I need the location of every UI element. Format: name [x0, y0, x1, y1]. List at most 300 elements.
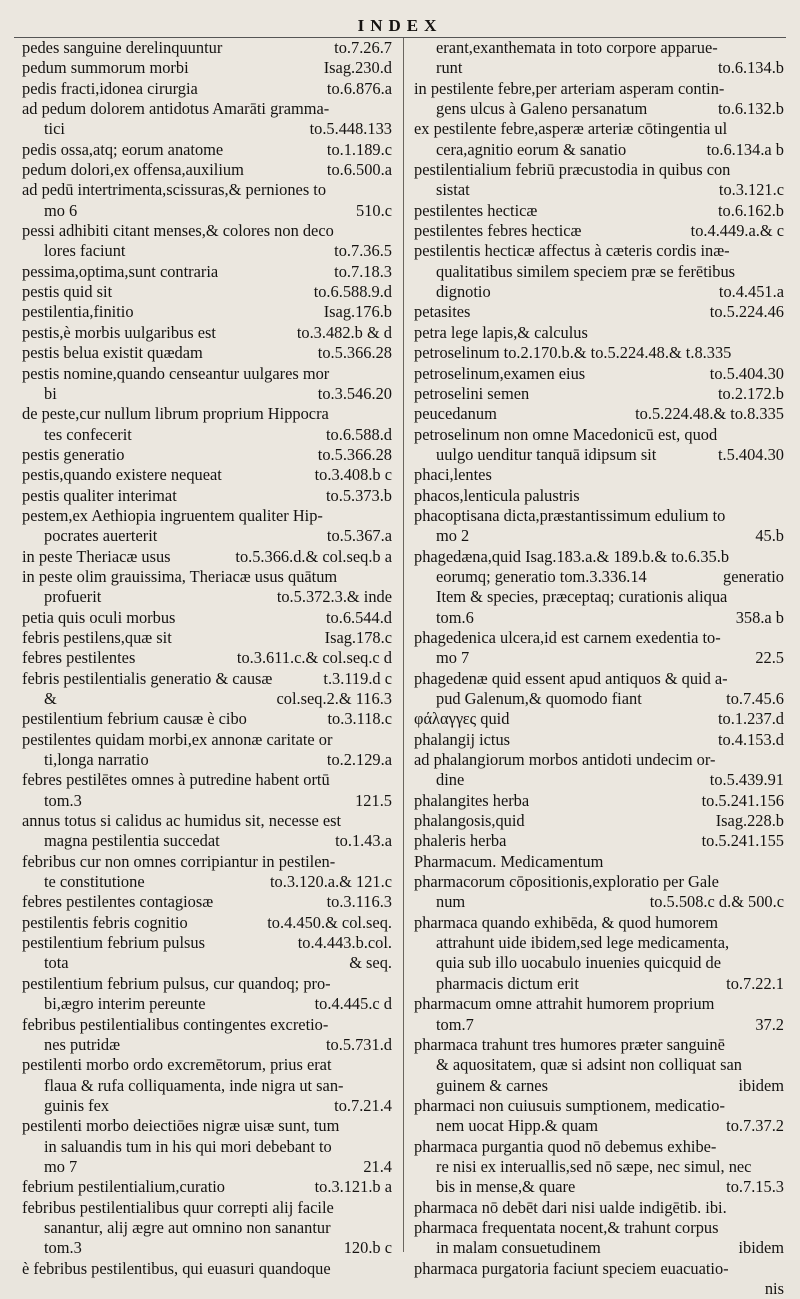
- entry-reference: to.6.588.d: [325, 424, 392, 444]
- entry-text: pharmaca purgatoria faciunt speciem euacuatio-: [414, 1258, 729, 1278]
- index-entry-line: [414, 689, 784, 709]
- entry-text: pestem,ex Aethiopia ingruentem qualiter Hip-: [22, 505, 323, 525]
- entry-reference: & seq.: [349, 953, 392, 973]
- entry-text: ad pedū intertrimenta,scissuras,& perniones to: [22, 180, 327, 200]
- entry-text: pestilentium febrium causæ è cibo: [22, 709, 247, 729]
- index-entry-line: [22, 953, 392, 973]
- index-entry-line: [414, 302, 784, 322]
- entry-text: mo 2: [436, 526, 470, 546]
- entry-reference: to.5.372.3.& inde: [276, 587, 392, 607]
- entry-text: febres pestilētes omnes à putredine habent ortū: [22, 770, 330, 790]
- index-entry-line: [22, 913, 392, 933]
- index-entry-line: [414, 221, 784, 241]
- entry-text: febres pestilentes: [22, 648, 136, 668]
- index-entry-line: [22, 547, 392, 567]
- entry-text: tom.7: [436, 1014, 474, 1034]
- entry-text: febribus pestilentialibus contingentes excretio-: [22, 1014, 329, 1034]
- entry-text: pestis nomine,quando censeantur uulgares mor: [22, 363, 330, 383]
- entry-reference: to.5.731.d: [325, 1034, 392, 1054]
- index-entry-line: [22, 1035, 392, 1055]
- entry-text: pharmacis dictum erit: [436, 973, 579, 993]
- entry-text: pestilentia,finitio: [22, 302, 134, 322]
- index-entry-line: [414, 1076, 784, 1096]
- entry-reference: to.3.121.b a: [314, 1177, 392, 1197]
- entry-text: pestilentialium febriū præcustodia in quibus con: [414, 160, 731, 180]
- index-entry-line: [414, 1116, 784, 1136]
- index-entry-line: [414, 1259, 784, 1279]
- entry-reference: to.3.611.c.& col.seq.c d: [236, 648, 392, 668]
- entry-text: ex pestilente febre,asperæ arteriæ cōtingentia ul: [414, 119, 728, 139]
- index-entry-line: [22, 526, 392, 546]
- index-entry-line: [22, 1157, 392, 1177]
- column-divider: [403, 38, 404, 1252]
- entry-text: qualitatibus similem speciem præ se ferētibus: [436, 261, 736, 281]
- entry-reference: to.3.118.c: [327, 709, 392, 729]
- entry-text: phagedenica ulcera,id est carnem exedentia to-: [414, 627, 721, 647]
- index-entry-line: [414, 465, 784, 485]
- entry-text: de peste,cur nullum librum proprium Hippocra: [22, 404, 329, 424]
- entry-text: pestilentium febrium pulsus, cur quandoq; pro-: [22, 973, 331, 993]
- entry-text: phagedenæ quid essent apud antiquos & quid a-: [414, 668, 728, 688]
- entry-text: pestis,quando existere nequeat: [22, 465, 222, 485]
- entry-reference: to.2.172.b: [717, 383, 784, 403]
- index-entry-line: [22, 872, 392, 892]
- entry-text: phacoptisana dicta,præstantissimum edulium to: [414, 505, 726, 525]
- index-entry-line: [414, 648, 784, 668]
- index-entry-line: [22, 587, 392, 607]
- entry-reference: to.3.408.b c: [314, 465, 392, 485]
- entry-text: magna pestilentia succedat: [44, 831, 220, 851]
- index-entry-line: [22, 38, 392, 58]
- entry-text: φάλαγγες quid: [414, 709, 510, 729]
- index-entry-line: [414, 1096, 784, 1116]
- entry-reference: to.3.116.3: [326, 892, 392, 912]
- index-entry-line: [22, 974, 392, 994]
- entry-reference: to.7.45.6: [726, 689, 784, 708]
- entry-reference: 21.4: [363, 1156, 392, 1176]
- entry-text: tom.6: [436, 607, 474, 627]
- entry-text: petasites: [414, 302, 471, 322]
- index-entry-line: [22, 1218, 392, 1238]
- entry-text: bi,ægro interim pereunte: [44, 994, 206, 1014]
- entry-text: quia sub illo uocabulo inuenies quicquid de: [436, 953, 721, 973]
- entry-reference: to.2.129.a: [326, 750, 392, 770]
- entry-reference: to.4.449.a.& c: [690, 221, 784, 241]
- index-entry-line: [414, 506, 784, 526]
- entry-reference: to.4.443.b.col.: [297, 933, 392, 953]
- entry-reference: to.4.153.d: [717, 729, 784, 749]
- index-entry-line: [414, 1015, 784, 1035]
- entry-text: in saluandis tum in his qui mori debebant to: [44, 1136, 332, 1156]
- entry-text: pharmaci non cuiusuis sumptionem, medicatio-: [414, 1095, 725, 1115]
- index-entry-line: [22, 567, 392, 587]
- index-entry-line: [414, 79, 784, 99]
- entry-text: febrium pestilentialium,curatio: [22, 1177, 226, 1197]
- index-entry-line: [414, 282, 784, 302]
- entry-text: mo 7: [44, 1156, 78, 1176]
- entry-reference: to.1.43.a: [335, 831, 392, 851]
- entry-reference: to.4.450.& col.seq.: [267, 912, 392, 932]
- index-entry-line: [22, 180, 392, 200]
- entry-reference: to.5.224.48.& to.8.335: [635, 404, 784, 424]
- left-index-column: [22, 38, 392, 1279]
- entry-text: nes putridæ: [44, 1034, 121, 1054]
- entry-reference: to.5.366.28: [317, 343, 392, 363]
- index-entry-line: [414, 872, 784, 892]
- entry-reference: to.6.134.a b: [706, 139, 784, 159]
- index-entry-line: [22, 445, 392, 465]
- entry-text: pestis generatio: [22, 444, 125, 464]
- index-entry-line: [414, 1218, 784, 1238]
- index-entry-line: [22, 323, 392, 343]
- index-entry-line: [414, 750, 784, 770]
- index-entry-line: [414, 1157, 784, 1177]
- index-entry-line: [414, 933, 784, 953]
- entry-text: phagedæna,quid Isag.183.a.& 189.b.& to.6.35.b: [414, 546, 730, 566]
- entry-reference: generatio: [723, 566, 784, 586]
- entry-text: pestilenti morbo deiectiōes nigræ uisæ sunt, tum: [22, 1116, 340, 1136]
- index-entry-line: [22, 831, 392, 851]
- index-entry-line: [414, 486, 784, 506]
- entry-text: nem uocat Hipp.& quam: [436, 1116, 599, 1136]
- entry-reference: to.7.37.2: [726, 1116, 784, 1136]
- entry-text: pestilentium febrium pulsus: [22, 933, 206, 953]
- index-entry-line: [22, 689, 392, 709]
- entry-reference: to.5.404.30: [709, 363, 784, 383]
- index-entry-line: [22, 1076, 392, 1096]
- index-entry-line: [22, 1116, 392, 1136]
- index-entry-line: [414, 38, 784, 58]
- index-entry-line: [22, 241, 392, 261]
- entry-text: pedum summorum morbi: [22, 58, 189, 78]
- index-entry-line: [22, 58, 392, 78]
- entry-text: pharmacum omne attrahit humorem proprium: [414, 994, 715, 1014]
- index-entry-line: [22, 1259, 392, 1279]
- index-entry-line: [414, 99, 784, 119]
- index-entry-line: [414, 119, 784, 139]
- index-entry-line: [22, 140, 392, 160]
- entry-text: pestis quid sit: [22, 282, 113, 302]
- entry-text: tom.3: [44, 1238, 82, 1258]
- index-entry-line: [22, 770, 392, 790]
- entry-text: eorumq; generatio tom.3.336.14: [436, 566, 647, 586]
- index-entry-line: [414, 811, 784, 831]
- entry-reference: to.7.18.3: [334, 261, 392, 281]
- entry-reference: to.3.120.a.& 121.c: [269, 872, 392, 892]
- entry-reference: t.5.404.30: [717, 444, 784, 464]
- index-entry-line: [22, 486, 392, 506]
- entry-text: in peste Theriacæ usus: [22, 546, 171, 566]
- entry-reference: to.7.15.3: [726, 1177, 784, 1197]
- index-entry-line: [414, 201, 784, 221]
- entry-text: pharmacorum cōpositionis,exploratio per Gale: [414, 872, 719, 892]
- entry-reference: to.5.366.28: [317, 444, 392, 464]
- index-entry-line: [414, 1279, 784, 1299]
- entry-reference: to.5.448.133: [309, 119, 392, 139]
- entry-text: mo 7: [436, 648, 470, 668]
- entry-text: phalangites herba: [414, 790, 530, 810]
- entry-reference: 45.b: [755, 526, 784, 546]
- entry-text: num: [436, 892, 466, 912]
- entry-reference: to.6.876.a: [326, 78, 392, 98]
- index-entry-line: [414, 1177, 784, 1197]
- entry-text: Pharmacum. Medicamentum: [414, 851, 604, 871]
- index-entry-line: [22, 364, 392, 384]
- entry-text: pharmaca nō debēt dari nisi ualde indigētib. ibi.: [414, 1197, 727, 1217]
- index-entry-line: [22, 282, 392, 302]
- entry-reference: to.5.241.155: [701, 831, 784, 851]
- entry-reference: nis: [764, 1278, 784, 1298]
- entry-text: febris pestilens,quæ sit: [22, 627, 172, 647]
- index-entry-line: [22, 811, 392, 831]
- entry-reference: 120.b c: [343, 1238, 392, 1258]
- index-entry-line: [22, 608, 392, 628]
- entry-reference: col.seq.2.& 116.3: [276, 689, 392, 708]
- index-entry-line: [22, 160, 392, 180]
- entry-text: erant,exanthemata in toto corpore apparue-: [436, 38, 718, 57]
- entry-text: febres pestilentes contagiosæ: [22, 892, 214, 912]
- index-entry-line: [414, 343, 784, 363]
- index-entry-line: [414, 425, 784, 445]
- index-entry-line: [414, 1035, 784, 1055]
- index-entry-line: [22, 465, 392, 485]
- entry-text: pestis qualiter interimat: [22, 485, 177, 505]
- entry-text: petroselinum non omne Macedonicū est, quod: [414, 424, 718, 444]
- index-entry-line: [414, 892, 784, 912]
- index-entry-line: [22, 343, 392, 363]
- entry-text: petia quis oculi morbus: [22, 607, 176, 627]
- entry-text: peucedanum: [414, 404, 497, 424]
- index-entry-line: [414, 587, 784, 607]
- index-entry-line: [22, 730, 392, 750]
- entry-text: bi: [44, 383, 57, 403]
- entry-text: pestilentis hecticæ affectus à cæteris cordis inæ-: [414, 241, 730, 261]
- entry-reference: to.7.21.4: [334, 1095, 392, 1115]
- index-entry-line: [414, 730, 784, 750]
- entry-reference: to.3.482.b & d: [296, 322, 392, 342]
- index-entry-line: [22, 648, 392, 668]
- entry-text: in peste olim grauissima, Theriacæ usus quātum: [22, 566, 338, 586]
- index-entry-line: [414, 974, 784, 994]
- entry-text: sistat: [436, 180, 470, 200]
- index-entry-line: [414, 364, 784, 384]
- index-entry-line: [414, 547, 784, 567]
- entry-text: pharmaca purgantia quod nō debemus exhibe-: [414, 1136, 717, 1156]
- index-entry-line: [22, 221, 392, 241]
- index-entry-line: [414, 58, 784, 78]
- index-entry-line: [414, 526, 784, 546]
- entry-text: profuerit: [44, 587, 102, 607]
- entry-text: pessi adhibiti citant menses,& colores non deco: [22, 221, 334, 241]
- index-entry-line: [22, 709, 392, 729]
- entry-text: pharmaca frequentata nocent,& trahunt corpus: [414, 1217, 719, 1237]
- entry-reference: t.3.119.d c: [323, 668, 392, 688]
- index-entry-line: [414, 567, 784, 587]
- index-entry-line: [414, 791, 784, 811]
- entry-reference: to.6.588.9.d: [313, 282, 392, 302]
- entry-text: phalangosis,quid: [414, 811, 525, 831]
- entry-text: & aquositatem, quæ si adsint non colliquat san: [436, 1055, 742, 1075]
- index-entry-line: [22, 384, 392, 404]
- entry-text: pestilentes quidam morbi,ex annonæ caritate or: [22, 729, 333, 749]
- right-index-column: [414, 38, 784, 1299]
- index-entry-line: [22, 99, 392, 119]
- entry-text: febribus cur non omnes corripiantur in pestilen-: [22, 851, 336, 871]
- entry-text: pedis fracti,idonea cirurgia: [22, 78, 198, 98]
- index-entry-line: [414, 262, 784, 282]
- index-entry-line: [22, 1177, 392, 1197]
- index-entry-line: [22, 506, 392, 526]
- entry-text: &: [44, 689, 57, 708]
- entry-text: pestis belua existit quædam: [22, 343, 203, 363]
- entry-text: petroselinum,examen eius: [414, 363, 586, 383]
- entry-reference: to.6.132.b: [717, 99, 784, 119]
- entry-reference: to.3.121.c: [718, 180, 784, 200]
- index-entry-line: [414, 608, 784, 628]
- entry-text: dine: [436, 770, 465, 790]
- index-entry-line: [414, 913, 784, 933]
- index-entry-line: [414, 669, 784, 689]
- entry-text: phacos,lenticula palustris: [414, 485, 580, 505]
- entry-text: te constitutione: [44, 872, 145, 892]
- entry-reference: ibidem: [738, 1238, 784, 1258]
- entry-reference: to.6.500.a: [326, 160, 392, 180]
- index-entry-line: [414, 241, 784, 261]
- index-entry-line: [22, 404, 392, 424]
- index-entry-line: [414, 180, 784, 200]
- entry-reference: to.5.241.156: [701, 790, 784, 810]
- entry-text: flaua & rufa colliquamenta, inde nigra ut san-: [44, 1075, 344, 1095]
- entry-text: petroselinum to.2.170.b.& to.5.224.48.& t.8.335: [414, 343, 732, 363]
- index-entry-line: [22, 1015, 392, 1035]
- entry-reference: to.1.189.c: [326, 139, 392, 159]
- entry-text: pud Galenum,& quomodo fiant: [436, 689, 642, 708]
- entry-reference: to.6.544.d: [325, 607, 392, 627]
- entry-text: pestis,è morbis uulgaribus est: [22, 322, 216, 342]
- index-entry-line: [22, 79, 392, 99]
- entry-text: pessima,optima,sunt contraria: [22, 261, 219, 281]
- index-entry-line: [414, 404, 784, 424]
- index-entry-line: [414, 384, 784, 404]
- index-entry-line: [22, 1198, 392, 1218]
- entry-text: petra lege lapis,& calculus: [414, 322, 588, 342]
- entry-text: pedes sanguine derelinquuntur: [22, 38, 223, 57]
- entry-text: pestilentes hecticæ: [414, 200, 538, 220]
- entry-reference: to.5.367.a: [326, 526, 392, 546]
- entry-text: lores faciunt: [44, 241, 126, 261]
- entry-text: annus totus si calidus ac humidus sit, necesse est: [22, 811, 342, 831]
- entry-reference: 358.a b: [735, 607, 784, 627]
- index-entry-line: [22, 994, 392, 1014]
- entry-text: tota: [44, 953, 69, 973]
- index-entry-line: [414, 709, 784, 729]
- index-entry-line: [414, 140, 784, 160]
- entry-reference: to.4.445.c d: [314, 994, 392, 1014]
- index-entry-line: [22, 1238, 392, 1258]
- entry-text: gens ulcus à Galeno persanatum: [436, 99, 648, 119]
- index-entry-line: [414, 1238, 784, 1258]
- entry-text: phaci,lentes: [414, 465, 492, 485]
- entry-reference: to.4.451.a: [718, 282, 784, 302]
- index-entry-line: [414, 770, 784, 790]
- entry-reference: Isag.228.b: [715, 811, 784, 831]
- index-entry-line: [22, 302, 392, 322]
- entry-text: attrahunt uide ibidem,sed lege medicamenta,: [436, 933, 730, 953]
- entry-text: tici: [44, 119, 65, 139]
- entry-text: pharmaca trahunt tres humores præter sanguinē: [414, 1034, 725, 1054]
- index-entry-line: [414, 953, 784, 973]
- entry-text: pestilentis febris cognitio: [22, 912, 188, 932]
- entry-text: re nisi ex interuallis,sed nō sæpe, nec simul, nec: [436, 1156, 752, 1176]
- entry-text: pedis ossa,atq; eorum anatome: [22, 139, 224, 159]
- entry-text: cera,agnitio eorum & sanatio: [436, 139, 627, 159]
- entry-text: dignotio: [436, 282, 491, 302]
- entry-reference: to.5.366.d.& col.seq.b a: [235, 546, 392, 566]
- index-entry-line: [414, 628, 784, 648]
- entry-text: ad phalangiorum morbos antidoti undecim or-: [414, 750, 716, 770]
- entry-text: tes confecerit: [44, 424, 132, 444]
- index-entry-line: [22, 628, 392, 648]
- entry-reference: to.6.134.b: [717, 58, 784, 78]
- entry-text: uulgo uenditur tanquā idipsum sit: [436, 444, 657, 464]
- entry-text: in malam consuetudinem: [436, 1238, 601, 1258]
- entry-text: pharmaca quando exhibēda, & quod humorem: [414, 912, 719, 932]
- entry-text: phaleris herba: [414, 831, 507, 851]
- index-entry-line: [414, 160, 784, 180]
- index-entry-line: [22, 933, 392, 953]
- index-entry-line: [22, 1055, 392, 1075]
- index-entry-line: [414, 831, 784, 851]
- index-entry-line: [22, 262, 392, 282]
- index-entry-line: [22, 1137, 392, 1157]
- entry-reference: Isag.176.b: [323, 302, 392, 322]
- index-entry-line: [414, 994, 784, 1014]
- entry-text: phalangij ictus: [414, 729, 511, 749]
- index-entry-line: [414, 1198, 784, 1218]
- entry-text: ti,longa narratio: [44, 750, 149, 770]
- entry-text: pedum dolori,ex offensa,auxilium: [22, 160, 244, 180]
- entry-text: sanantur, alij ægre aut omnino non sanantur: [44, 1217, 331, 1237]
- entry-text: runt: [436, 58, 463, 78]
- entry-reference: to.1.237.d: [717, 709, 784, 729]
- entry-reference: to.5.373.b: [325, 485, 392, 505]
- entry-text: mo 6: [44, 200, 78, 220]
- entry-reference: Isag.178.c: [324, 627, 392, 647]
- index-entry-line: [414, 323, 784, 343]
- entry-reference: 37.2: [755, 1014, 784, 1034]
- entry-text: tom.3: [44, 790, 82, 810]
- entry-text: bis in mense,& quare: [436, 1177, 576, 1197]
- index-entry-line: [22, 669, 392, 689]
- index-entry-line: [414, 445, 784, 465]
- index-entry-line: [22, 852, 392, 872]
- entry-reference: 510.c: [356, 200, 392, 220]
- index-entry-line: [22, 425, 392, 445]
- index-entry-line: [22, 892, 392, 912]
- entry-text: pestilentes febres hecticæ: [414, 221, 582, 241]
- entry-reference: to.5.224.46: [709, 302, 784, 322]
- index-entry-line: [414, 852, 784, 872]
- entry-text: guinem & carnes: [436, 1075, 548, 1095]
- entry-reference: to.6.162.b: [717, 200, 784, 220]
- entry-reference: 121.5: [355, 790, 392, 810]
- entry-reference: to.7.36.5: [334, 241, 392, 261]
- entry-text: pestilenti morbo ordo excremētorum, prius erat: [22, 1055, 332, 1075]
- entry-reference: to.5.439.91: [709, 770, 784, 790]
- index-entry-line: [22, 201, 392, 221]
- index-entry-line: [414, 1055, 784, 1075]
- entry-reference: Isag.230.d: [323, 58, 392, 78]
